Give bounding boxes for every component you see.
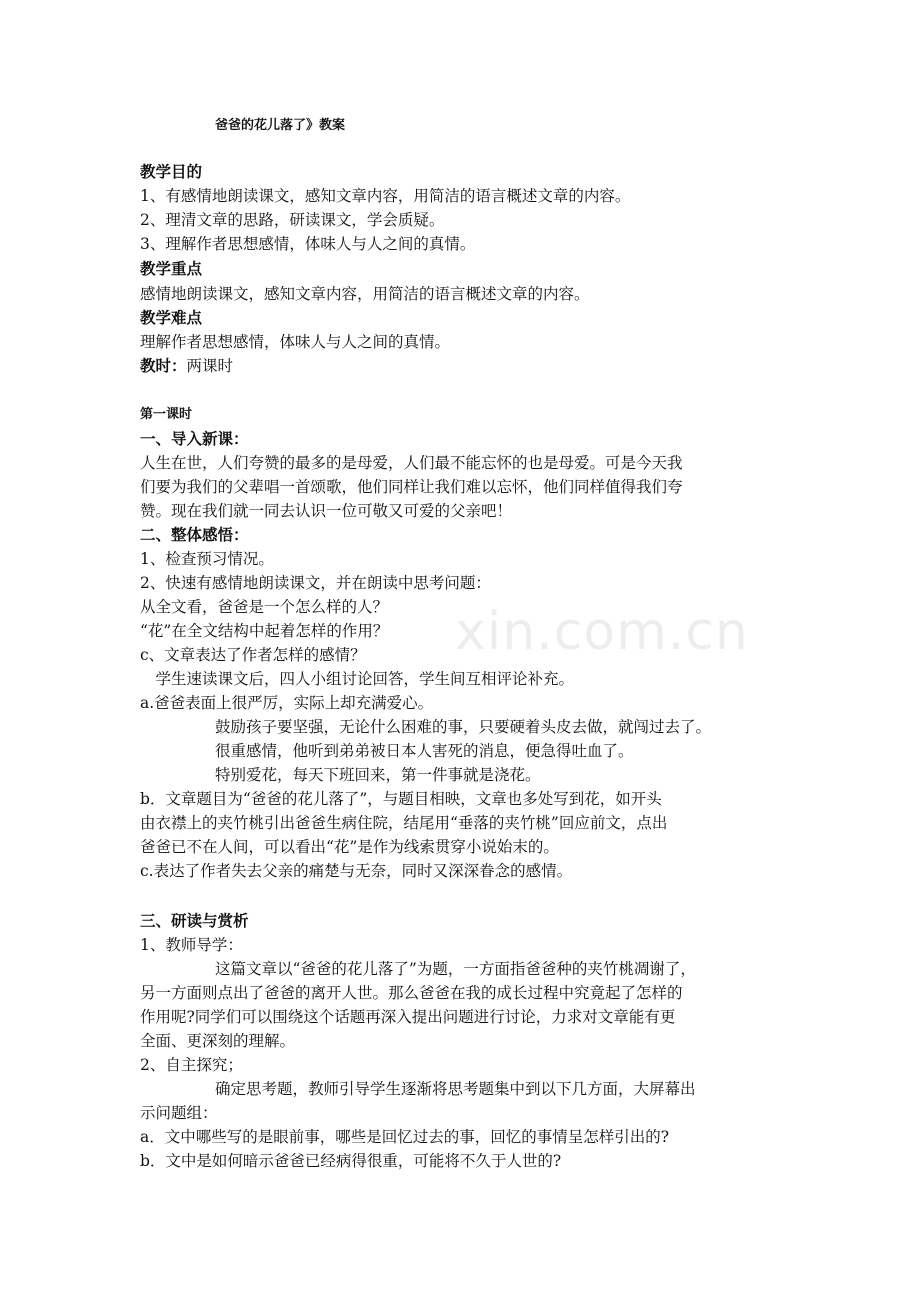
section2-line: 从全文看，爸爸是一个怎么样的人？ bbox=[140, 598, 389, 616]
guide-line: 这篇文章以“爸爸的花儿落了”为题，一方面指爸爸种的夹竹桃凋谢了， bbox=[215, 960, 696, 978]
section2-indented-line: 鼓励孩子要坚强，无论什么困难的事，只要硬着头皮去做，就闯过去了。 bbox=[215, 718, 712, 736]
objective-item: 3、理解作者思想感情，体味人与人之间的真情。 bbox=[140, 235, 476, 253]
guide-line: 作用呢?同学们可以围绕这个话题再深入提出问题进行讨论，力求对文章能有更 bbox=[140, 1008, 676, 1026]
section1-line: 赞。现在我们就一同去认识一位可敬又可爱的父亲吧！ bbox=[140, 502, 513, 520]
objective-item: 2、理清文章的思路，研读课文，学会质疑。 bbox=[140, 211, 445, 229]
section2-line: 1、检查预习情况。 bbox=[140, 550, 274, 568]
key-points-text: 感情地朗读课文，感知文章内容，用简洁的语言概述文章的内容。 bbox=[140, 285, 590, 303]
section1-line: 们要为我们的父辈唱一首颂歌，他们同样让我们难以忘怀，他们同样值得我们夸 bbox=[140, 478, 683, 496]
question-item: b．文中是如何暗示爸爸已经病得很重，可能将不久于人世的? bbox=[140, 1152, 562, 1170]
section2-line: “花”在全文结构中起着怎样的作用？ bbox=[140, 622, 389, 640]
objectives-heading: 教学目的 bbox=[140, 163, 203, 181]
guide-label: 1、教师导学： bbox=[140, 936, 243, 954]
question-item: a．文中哪些写的是眼前事，哪些是回忆过去的事，回忆的事情呈怎样引出的? bbox=[140, 1128, 670, 1146]
section2-line: 学生速读课文后，四人小组讨论回答，学生间互相评论补充。 bbox=[140, 670, 575, 688]
section1-heading: 一、导入新课： bbox=[140, 430, 249, 448]
explore-line: 示问题组： bbox=[140, 1104, 218, 1122]
period-line bbox=[140, 354, 233, 378]
section3-heading: 三、研读与赏析 bbox=[140, 912, 249, 930]
guide-line: 另一方面则点出了爸爸的离开人世。那么爸爸在我的成长过程中究竟起了怎样的 bbox=[140, 984, 683, 1002]
lesson1-heading: 第一课时 bbox=[140, 407, 193, 422]
section2-line: 2、快速有感情地朗读课文，并在朗读中思考问题： bbox=[140, 574, 491, 592]
guide-line: 全面、更深刻的理解。 bbox=[140, 1032, 296, 1050]
period-label: 教时： bbox=[140, 357, 187, 375]
difficulties-text: 理解作者思想感情，体味人与人之间的真情。 bbox=[140, 333, 451, 351]
section2-line: c.表达了作者失去父亲的痛楚与无奈，同时又深深眷念的感情。 bbox=[140, 862, 573, 880]
document-title: 爸爸的花儿落了》教案 bbox=[215, 118, 346, 133]
section2-line: 爸爸已不在人间，可以看出“花”是作为线索贯穿小说始末的。 bbox=[140, 838, 559, 856]
objective-item: 1、有感情地朗读课文，感知文章内容，用简洁的语言概述文章的内容。 bbox=[140, 187, 631, 205]
explore-line: 确定思考题，教师引导学生逐渐将思考题集中到以下几方面，大屏幕出 bbox=[215, 1080, 696, 1098]
key-points-heading: 教学重点 bbox=[140, 260, 203, 278]
section2-heading: 二、整体感悟： bbox=[140, 526, 249, 544]
section2-indented-line: 特别爱花，每天下班回来，第一件事就是浇花。 bbox=[215, 766, 541, 784]
explore-label: 2、自主探究； bbox=[140, 1056, 243, 1074]
section2-line: a.爸爸表面上很严厉，实际上却充满爱心。 bbox=[140, 694, 434, 712]
difficulties-heading: 教学难点 bbox=[140, 309, 203, 327]
period-value: 两课时 bbox=[186, 357, 234, 375]
section2-line: b．文章题目为“爸爸的花儿落了”，与题目相映，文章也多处写到花，如开头 bbox=[140, 790, 662, 808]
section2-line: 由衣襟上的夹竹桃引出爸爸生病住院，结尾用“垂落的夹竹桃”回应前文，点出 bbox=[140, 814, 668, 832]
watermark: xin.com.cn bbox=[455, 602, 749, 662]
section1-line: 人生在世，人们夸赞的最多的是母爱，人们最不能忘怀的也是母爱。可是今天我 bbox=[140, 454, 683, 472]
section2-line: c、文章表达了作者怎样的感情？ bbox=[140, 646, 366, 664]
section2-indented-line: 很重感情，他听到弟弟被日本人害死的消息，便急得吐血了。 bbox=[215, 742, 634, 760]
